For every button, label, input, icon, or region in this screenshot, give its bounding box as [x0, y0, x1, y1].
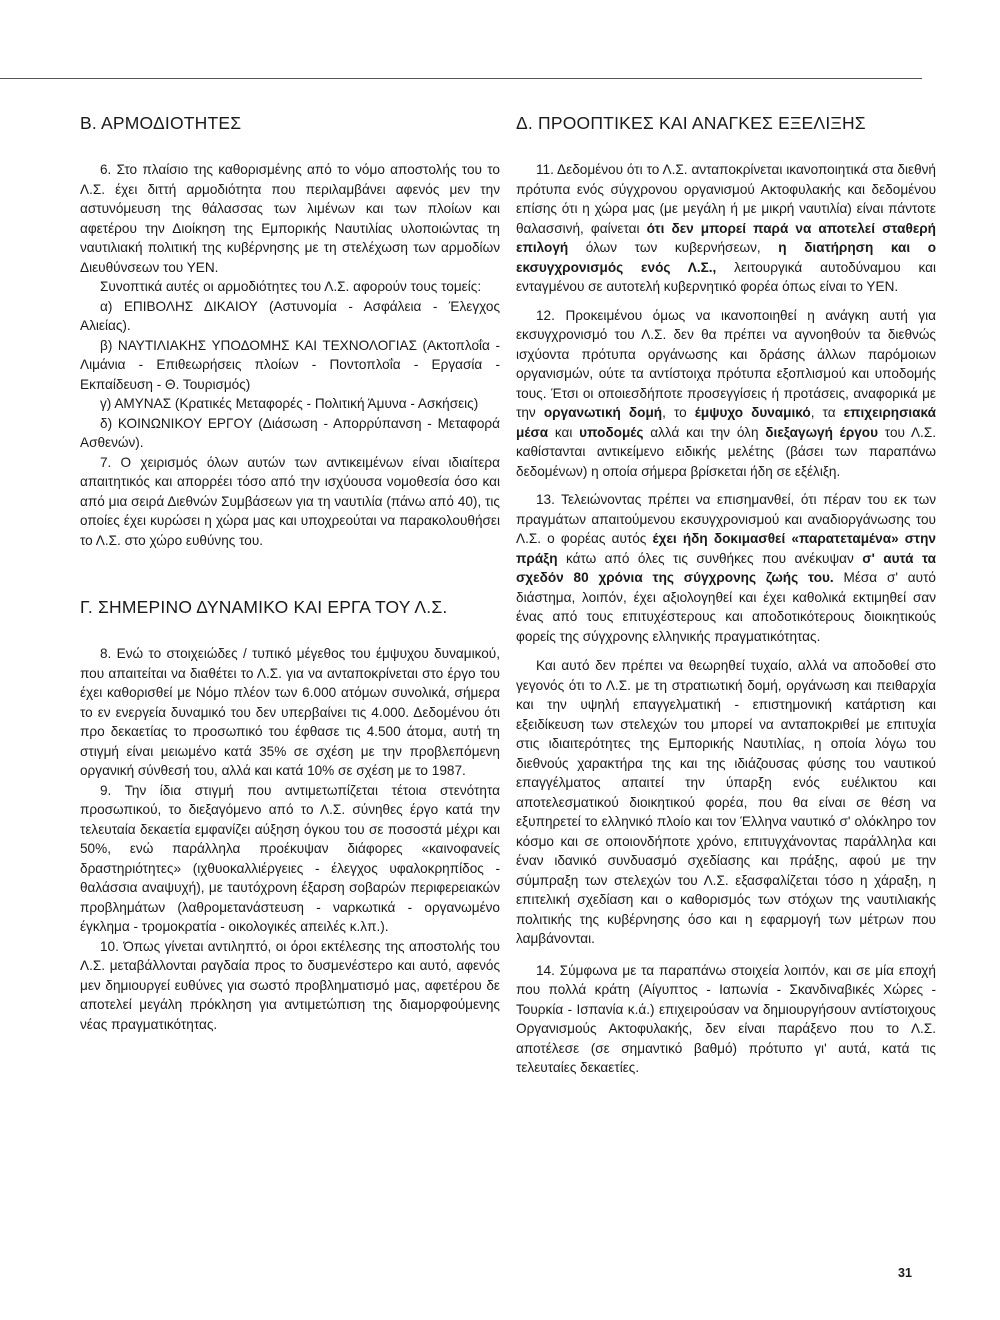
- left-column: [80, 112, 500, 1034]
- right-column: [516, 112, 936, 1078]
- paragraph-6: 6. Στο πλαίσιο της καθορισμένης από το νόμο αποστολής του το Λ.Σ. έχει διττή αρμοδιότητα που περιλαμβάνει αφενός μεν την αστυνόμευση της θάλασσας των λιμένων και των πλοίων και αφετέρου την Διοίκηση της Εμπορικής Ναυτιλίας υλοποιώντας τη ναυτιλιακή πολιτική της κυβέρνησης με τη στελέχωση των αρμοδίων Διευθύνσεων του ΥΕΝ.: [80, 162, 500, 275]
- section-heading-b: Β. ΑΡΜΟΔΙΟΤΗΤΕΣ: [80, 113, 242, 133]
- list-item-d: δ) ΚΟΙΝΩΝΙΚΟΥ ΕΡΓΟΥ (Διάσωση - Απορρύπανση - Μεταφορά Ασθενών).: [80, 415, 500, 450]
- paragraph-12: 12. Προκειμένου όμως να ικανοποιηθεί η ανάγκη αυτή για εκσυγχρονισμό του Λ.Σ. δεν θα πρέπει να αγνοηθούν τα διεθνώς ισχύοντα πρότυπα οργάνωσης και δράσης άλλων παρόμοιων οργανισμών, ούτε τα αντίστοιχα πρότυπα εξοπλισμού και υποδομής τους. Έτσι οι οποιεσδήποτε προσεγγίσεις ή προτάσεις, αναφορικά με την οργανωτική δομή, το έμψυχο δυναμικό, τα επιχειρησιακά μέσα και υποδομές αλλά και την όλη διεξαγωγή έργου του Λ.Σ. καθίστανται αντικείμενο ειδικής μελέτης (βάσει των παραπάνω δεδομένων) η οποία σήμερα βρίσκεται ήδη σε εξέλιξη.: [516, 307, 936, 479]
- section-heading-g: Γ. ΣΗΜΕΡΙΝΟ ΔΥΝΑΜΙΚΟ ΚΑΙ ΕΡΓΑ ΤΟΥ Λ.Σ.: [80, 597, 448, 617]
- paragraph-13-continued: Και αυτό δεν πρέπει να θεωρηθεί τυχαίο, αλλά να αποδοθεί στο γεγονός ότι το Λ.Σ. με τη στρατιωτική δομή, οργάνωση και πειθαρχία και την υψηλή επαγγελματική - επιστημονική κατάρτιση και εξειδίκευση των στελεχών του μπορεί να ανταποκριθεί με επιτυχία στις ιδιαιτερότητες της Εμπορικής Ναυτιλίας, η οποία λόγω του διεθνούς χαρακτήρα της και της ιδιάζουσας φύσης του ναυτικού επαγγέλματος απαιτεί την ύπαρξη ενός ευέλικτου και αποτελεσματικού διοικητικού φορέα, που θα είναι σε θέση να εξυπηρετεί το ελληνικό πλοίο και τον Έλληνα ναυτικό σ' ολόκληρο τον κόσμο και σε οποιονδήποτε χρόνο, επιτυγχάνοντας παράλληλα και έναν ιδανικό συνδυασμό σχεδίασης και πράξης, αφού με την σύμπραξη των στελεχών του Λ.Σ. εξασφαλίζεται τόσο η χάραξη, η επιτελική σχεδίαση και ο καθορισμός των στόχων της ναυτιλιακής πολιτικής της κυβέρνησης όσο και η εφαρμογή των μέτρων που λαμβάνονται.: [516, 658, 936, 946]
- page-number: 31: [898, 1266, 912, 1280]
- header-rule: [0, 78, 922, 79]
- section-heading-d: Δ. ΠΡΟΟΠΤΙΚΕΣ ΚΑΙ ΑΝΑΓΚΕΣ ΕΞΕΛΙΞΗΣ: [516, 113, 866, 133]
- paragraph-10: 10. Όπως γίνεται αντιληπτό, οι όροι εκτέλεσης της αποστολής του Λ.Σ. μεταβάλλονται ραγδαία προς το δυσμενέστερο και αυτό, αφενός μεν δημιουργεί ευθύνες για σωστό προβληματισμό μας, αφετέρου δε αποτελεί μεγάλη πρόκληση για αντιμετώπιση της διαμορφούμενης νέας πραγματικότητας.: [80, 938, 500, 1032]
- paragraph-6-summary: Συνοπτικά αυτές οι αρμοδιότητες του Λ.Σ. αφορούν τους τομείς:: [100, 279, 482, 294]
- paragraph-13: 13. Τελειώνοντας πρέπει να επισημανθεί, ότι πέραν του εκ των πραγμάτων απαιτούμενου εκσυγχρονισμού και αναδιοργάνωσης του Λ.Σ. ο φορέας αυτός έχει ήδη δοκιμασθεί «παρατεταμένα» στην πράξη κάτω από όλες τις συνθήκες που ανέκυψαν σ' αυτά τα σχεδόν 80 χρόνια της σύγχρονης ζωής του. Μέσα σ' αυτό διάστημα, λοιπόν, έχει αξιολογηθεί και έχει καθολικά εκτιμηθεί σαν ένας από τους επιτυχέστερους και αποδοτικότερους διοικητικούς φορείς της σύγχρονης ελληνικής πραγματικότητας.: [516, 492, 936, 644]
- paragraph-14: 14. Σύμφωνα με τα παραπάνω στοιχεία λοιπόν, και σε μία εποχή που πολλά κράτη (Αίγυπτος - Ιαπωνία - Σκανδιναβικές Χώρες - Τουρκία - Ισπανία κ.ά.) επιχειρούσαν να δημιουργήσουν αντίστοιχους Οργανισμούς Ακτοφυλακής, δεν είναι παράξενο που το Λ.Σ. αποτέλεσε (σε σημαντικό βαθμό) πρότυπο γι' αυτά, κατά τις τελευταίες δεκαετίες.: [516, 962, 936, 1075]
- paragraph-8: 8. Ενώ το στοιχειώδες / τυπικό μέγεθος του έμψυχου δυναμικού, που απαιτείται να διαθέτει το Λ.Σ. για να ανταποκρίνεται στο έργο του έχει καθορισθεί με Νόμο πλέον των 6.000 ατόμων συνολικά, σήμερα το εν ενεργεία δυναμικό του δεν υπερβαίνει τις 4.000. Δεδομένου ότι προ δεκαετίας το προσωπικό του έφθασε τις 4.500 άτομα, αυτή τη στιγμή είναι μειωμένο κατά 35% σε σχέση με την προβλεπόμενη οργανική σύνθεσή του, αλλά και κατά 10% σε σχέση με το 1987.: [80, 646, 500, 778]
- paragraph-11: 11. Δεδομένου ότι το Λ.Σ. ανταποκρίνεται ικανοποιητικά στα διεθνή πρότυπα ενός σύγχρονου οργανισμού Ακτοφυλακής και δεδομένου επίσης ότι η χώρα μας (με μεγάλη ή με μικρή ναυτιλία) είναι πάντοτε θαλασσινή, φαίνεται ότι δεν μπορεί παρά να αποτελεί σταθερή επιλογή όλων των κυβερνήσεων, η διατήρηση και ο εκσυγχρονισμός ενός Λ.Σ., λειτουργικά αυτοδύναμου και ενταγμένου σε αυτοτελή κυβερνητικό φορέα όπως είναι το ΥΕΝ.: [516, 162, 936, 294]
- list-item-c: γ) ΑΜΥΝΑΣ (Κρατικές Μεταφορές - Πολιτική Άμυνα - Ασκήσεις): [100, 396, 479, 411]
- paragraph-9: 9. Την ίδια στιγμή που αντιμετωπίζεται τέτοια στενότητα προσωπικού, το διεξαγόμενο από το Λ.Σ. σύνηθες έργο κατά την τελευταία δεκαετία εμφανίζει αύξηση όγκου του σε ποσοστά μέχρι και 50%, ενώ παράλληλα προέκυψαν διάφορες «καινοφανείς δραστηριότητες» (ιχθυοκαλλιέργειες - έλεγχος υφαλοκρηπίδος - θαλάσσια αναψυχή), με ταυτόχρονη έξαρση σοβαρών περιφερειακών προβλημάτων (λαθρομετανάστευση - ναρκωτικά - οργανωμένο έγκλημα - τρομοκρατία - οικολογικές απειλές κ.λπ.).: [80, 782, 500, 934]
- list-item-b: β) ΝΑΥΤΙΛΙΑΚΗΣ ΥΠΟΔΟΜΗΣ ΚΑΙ ΤΕΧΝΟΛΟΓΙΑΣ (Ακτοπλοΐα - Λιμάνια - Επιθεωρήσεις πλοίων - Ποντοπλοΐα - Εργασία - Εκπαίδευση - Θ. Τουρισμός): [80, 337, 500, 392]
- paragraph-7: 7. Ο χειρισμός όλων αυτών των αντικειμένων είναι ιδιαίτερα απαιτητικός και απορρέει τόσο από την ισχύουσα νομοθεσία όσο και από μια σειρά Διεθνών Συμβάσεων για τη ναυτιλία (πάνω από 40), τις οποίες έχει κυρώσει η χώρα μας και υποχρεούται να παρακολουθήσει το Λ.Σ. στο χώρο ευθύνης του.: [80, 454, 500, 548]
- list-item-a: α) ΕΠΙΒΟΛΗΣ ΔΙΚΑΙΟΥ (Αστυνομία - Ασφάλεια - Έλεγχος Αλιείας).: [80, 298, 500, 333]
